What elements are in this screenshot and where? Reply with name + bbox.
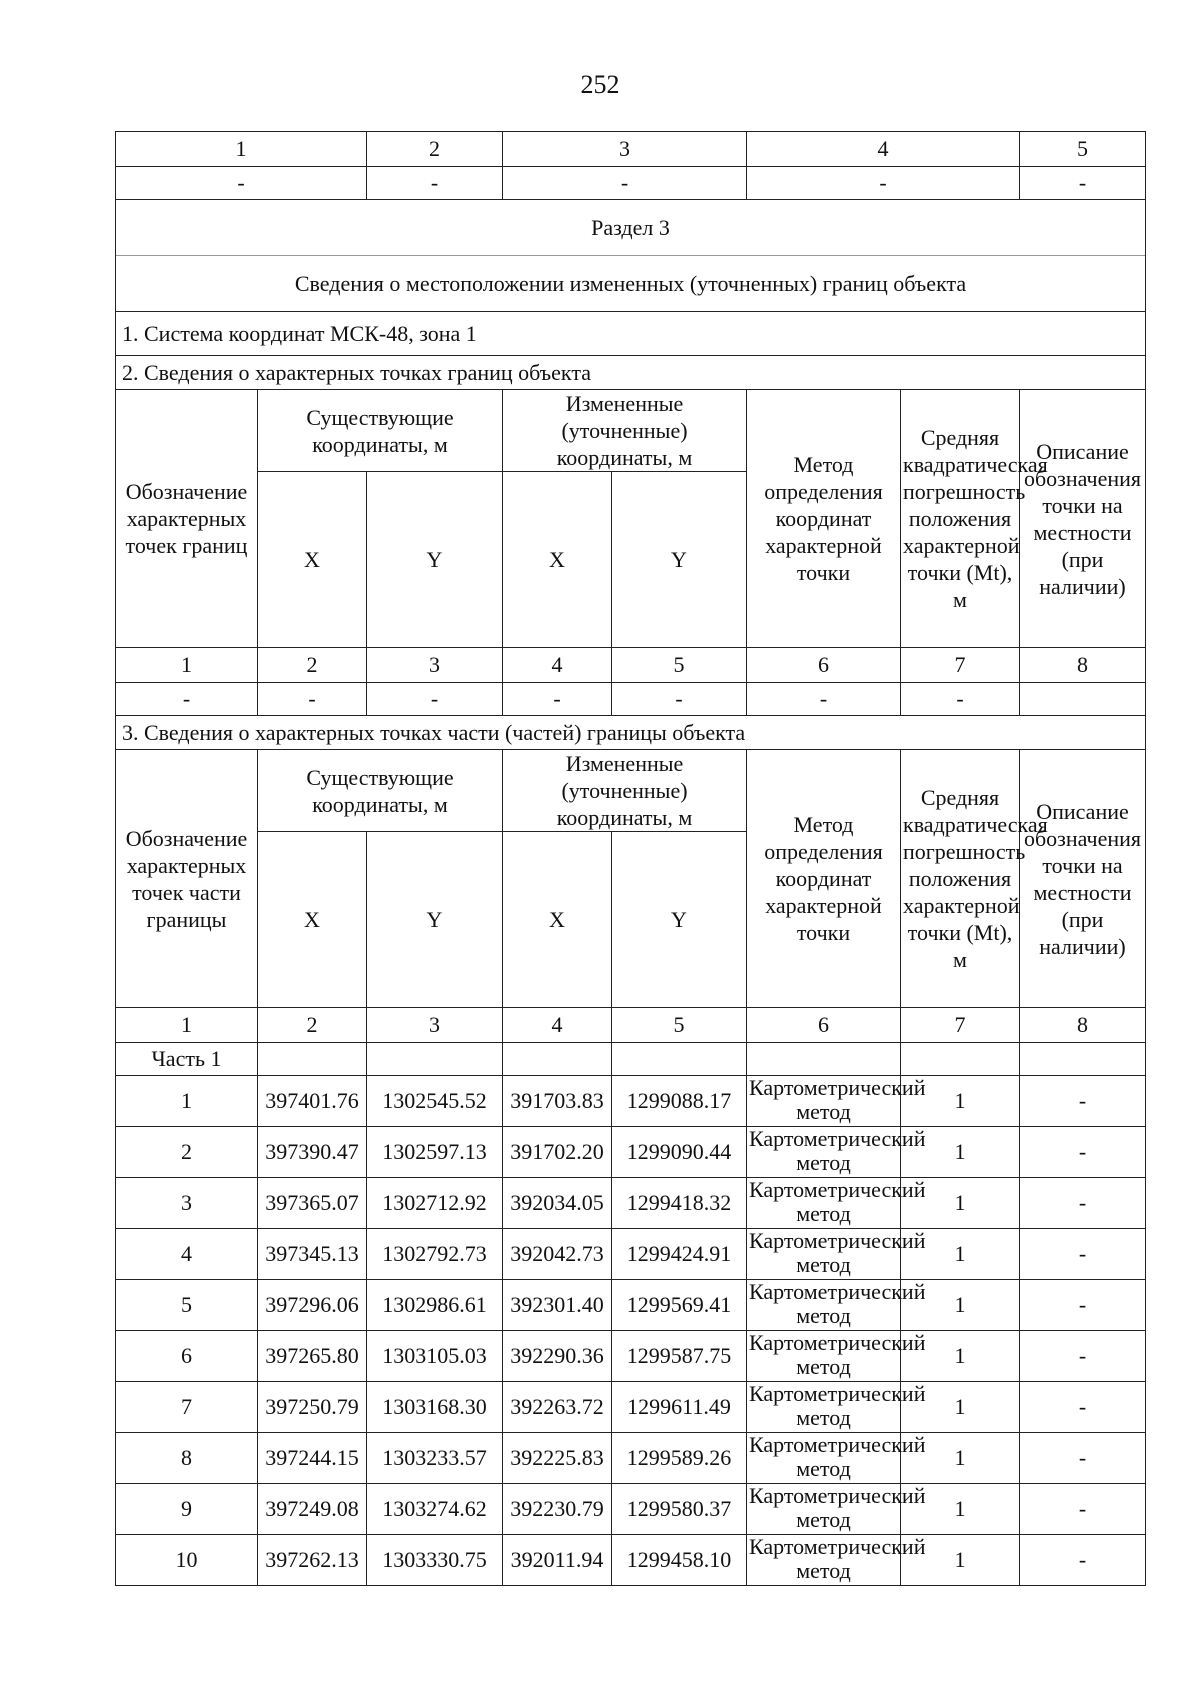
part2-existing-header: Существующие координаты, м xyxy=(258,390,503,472)
part3-point-label-header: Обозначение характерных точек части границы xyxy=(116,750,258,1008)
description-value: - xyxy=(1020,1280,1146,1331)
part2-point-label-header: Обозначение характерных точек границ xyxy=(116,390,258,648)
method-value: Картометрический метод xyxy=(747,1484,901,1535)
part3-heading: 3. Сведения о характерных точках части (частей) границы объекта xyxy=(116,716,1146,750)
part3-description-header: Описание обозначения точки на местности (при наличии) xyxy=(1020,750,1146,1008)
column-number: 2 xyxy=(258,648,367,683)
existing-y-value: 1302986.61 xyxy=(367,1280,503,1331)
existing-y-value: 1302597.13 xyxy=(367,1127,503,1178)
dash-cell: - xyxy=(612,683,747,716)
part3-number-row xyxy=(116,1008,1146,1043)
point-number: 4 xyxy=(116,1229,258,1280)
top-data-cell: - xyxy=(116,167,367,200)
table-row xyxy=(116,1433,1146,1484)
part2-error-header: Средняя квадратическая погрешность положения характерной точки (Mt), м xyxy=(901,390,1020,648)
dash-cell: - xyxy=(116,683,258,716)
part-label-row xyxy=(116,1043,1146,1076)
changed-y-value: 1299587.75 xyxy=(612,1331,747,1382)
error-value: 1 xyxy=(901,1076,1020,1127)
point-number: 9 xyxy=(116,1484,258,1535)
top-header-cell: 2 xyxy=(367,132,503,167)
table-row xyxy=(116,1076,1146,1127)
existing-x-value: 397265.80 xyxy=(258,1331,367,1382)
part2-number-row xyxy=(116,648,1146,683)
error-value: 1 xyxy=(901,1178,1020,1229)
existing-x-value: 397390.47 xyxy=(258,1127,367,1178)
changed-x-value: 392230.79 xyxy=(503,1484,612,1535)
part2-existing-x: X xyxy=(258,472,367,648)
part3-changed-y: Y xyxy=(612,832,747,1008)
method-value: Картометрический метод xyxy=(747,1433,901,1484)
description-value: - xyxy=(1020,1127,1146,1178)
changed-y-value: 1299589.26 xyxy=(612,1433,747,1484)
top-header-row xyxy=(116,132,1146,167)
column-number: 2 xyxy=(258,1008,367,1043)
error-value: 1 xyxy=(901,1331,1020,1382)
dash-cell: - xyxy=(747,683,901,716)
existing-y-value: 1303168.30 xyxy=(367,1382,503,1433)
column-number: 3 xyxy=(367,1008,503,1043)
column-number: 6 xyxy=(747,648,901,683)
point-number: 8 xyxy=(116,1433,258,1484)
changed-y-value: 1299090.44 xyxy=(612,1127,747,1178)
description-value: - xyxy=(1020,1331,1146,1382)
top-data-cell: - xyxy=(367,167,503,200)
dash-cell: - xyxy=(503,683,612,716)
column-number: 5 xyxy=(612,1008,747,1043)
part2-heading: 2. Сведения о характерных точках границ объекта xyxy=(116,356,1146,390)
section-title: Раздел 3 xyxy=(116,200,1146,256)
existing-y-value: 1303105.03 xyxy=(367,1331,503,1382)
changed-y-value: 1299611.49 xyxy=(612,1382,747,1433)
error-value: 1 xyxy=(901,1535,1020,1586)
table-row xyxy=(116,1178,1146,1229)
part3-existing-header: Существующие координаты, м xyxy=(258,750,503,832)
dash-cell: - xyxy=(367,683,503,716)
method-value: Картометрический метод xyxy=(747,1280,901,1331)
method-value: Картометрический метод xyxy=(747,1382,901,1433)
error-value: 1 xyxy=(901,1280,1020,1331)
dash-cell: - xyxy=(258,683,367,716)
part2-existing-y: Y xyxy=(367,472,503,648)
existing-y-value: 1303330.75 xyxy=(367,1535,503,1586)
existing-x-value: 397401.76 xyxy=(258,1076,367,1127)
method-value: Картометрический метод xyxy=(747,1331,901,1382)
table-row xyxy=(116,1382,1146,1433)
column-number: 6 xyxy=(747,1008,901,1043)
part2-description-header: Описание обозначения точки на местности (при наличии) xyxy=(1020,390,1146,648)
column-number: 8 xyxy=(1020,1008,1146,1043)
existing-x-value: 397262.13 xyxy=(258,1535,367,1586)
table-row xyxy=(116,1535,1146,1586)
boundary-table xyxy=(115,131,1146,1586)
part3-error-header: Средняя квадратическая погрешность положения характерной точки (Mt), м xyxy=(901,750,1020,1008)
dash-cell xyxy=(1020,683,1146,716)
part2-method-header: Метод определения координат характерной точки xyxy=(747,390,901,648)
top-data-cell: - xyxy=(1020,167,1146,200)
method-value: Картометрический метод xyxy=(747,1127,901,1178)
error-value: 1 xyxy=(901,1382,1020,1433)
column-number: 4 xyxy=(503,648,612,683)
part3-existing-y: Y xyxy=(367,832,503,1008)
changed-x-value: 392263.72 xyxy=(503,1382,612,1433)
part2-dash-row xyxy=(116,683,1146,716)
existing-x-value: 397345.13 xyxy=(258,1229,367,1280)
part3-existing-x: X xyxy=(258,832,367,1008)
description-value: - xyxy=(1020,1484,1146,1535)
top-header-cell: 4 xyxy=(747,132,1020,167)
dash-cell: - xyxy=(901,683,1020,716)
page-number: 252 xyxy=(580,70,620,99)
method-value: Картометрический метод xyxy=(747,1229,901,1280)
column-number: 7 xyxy=(901,648,1020,683)
top-header-cell: 3 xyxy=(503,132,747,167)
table-row xyxy=(116,1280,1146,1331)
point-rows xyxy=(116,1076,1146,1586)
error-value: 1 xyxy=(901,1433,1020,1484)
changed-x-value: 392225.83 xyxy=(503,1433,612,1484)
point-number: 1 xyxy=(116,1076,258,1127)
point-number: 6 xyxy=(116,1331,258,1382)
changed-x-value: 391703.83 xyxy=(503,1076,612,1127)
changed-x-value: 392290.36 xyxy=(503,1331,612,1382)
existing-y-value: 1302712.92 xyxy=(367,1178,503,1229)
description-value: - xyxy=(1020,1535,1146,1586)
column-number: 5 xyxy=(612,648,747,683)
existing-y-value: 1303233.57 xyxy=(367,1433,503,1484)
description-value: - xyxy=(1020,1076,1146,1127)
existing-x-value: 397296.06 xyxy=(258,1280,367,1331)
part2-changed-x: X xyxy=(503,472,612,648)
part3-changed-x: X xyxy=(503,832,612,1008)
point-number: 2 xyxy=(116,1127,258,1178)
changed-x-value: 392042.73 xyxy=(503,1229,612,1280)
part3-changed-header: Измененные (уточненные) координаты, м xyxy=(503,750,747,832)
table-row xyxy=(116,1484,1146,1535)
changed-x-value: 392034.05 xyxy=(503,1178,612,1229)
coordinate-system: 1. Система координат МСК-48, зона 1 xyxy=(116,312,1146,356)
existing-x-value: 397249.08 xyxy=(258,1484,367,1535)
existing-x-value: 397365.07 xyxy=(258,1178,367,1229)
column-number: 3 xyxy=(367,648,503,683)
error-value: 1 xyxy=(901,1127,1020,1178)
table-row xyxy=(116,1229,1146,1280)
column-number: 4 xyxy=(503,1008,612,1043)
description-value: - xyxy=(1020,1178,1146,1229)
point-number: 5 xyxy=(116,1280,258,1331)
existing-x-value: 397250.79 xyxy=(258,1382,367,1433)
changed-y-value: 1299580.37 xyxy=(612,1484,747,1535)
point-number: 10 xyxy=(116,1535,258,1586)
changed-x-value: 391702.20 xyxy=(503,1127,612,1178)
column-number: 7 xyxy=(901,1008,1020,1043)
changed-y-value: 1299088.17 xyxy=(612,1076,747,1127)
error-value: 1 xyxy=(901,1229,1020,1280)
changed-x-value: 392011.94 xyxy=(503,1535,612,1586)
table-row xyxy=(116,1127,1146,1178)
method-value: Картометрический метод xyxy=(747,1076,901,1127)
changed-y-value: 1299458.10 xyxy=(612,1535,747,1586)
section-subtitle: Сведения о местоположении измененных (уточненных) границ объекта xyxy=(116,256,1146,312)
top-data-row xyxy=(116,167,1146,200)
part3-method-header: Метод определения координат характерной точки xyxy=(747,750,901,1008)
description-value: - xyxy=(1020,1433,1146,1484)
changed-y-value: 1299418.32 xyxy=(612,1178,747,1229)
part-label: Часть 1 xyxy=(116,1043,258,1076)
changed-x-value: 392301.40 xyxy=(503,1280,612,1331)
existing-y-value: 1302545.52 xyxy=(367,1076,503,1127)
description-value: - xyxy=(1020,1229,1146,1280)
point-number: 3 xyxy=(116,1178,258,1229)
description-value: - xyxy=(1020,1382,1146,1433)
changed-y-value: 1299424.91 xyxy=(612,1229,747,1280)
top-data-cell: - xyxy=(747,167,1020,200)
column-number: 1 xyxy=(116,648,258,683)
top-header-cell: 5 xyxy=(1020,132,1146,167)
existing-y-value: 1303274.62 xyxy=(367,1484,503,1535)
existing-x-value: 397244.15 xyxy=(258,1433,367,1484)
top-data-cell: - xyxy=(503,167,747,200)
point-number: 7 xyxy=(116,1382,258,1433)
existing-y-value: 1302792.73 xyxy=(367,1229,503,1280)
part2-changed-header: Измененные (уточненные) координаты, м xyxy=(503,390,747,472)
table-row xyxy=(116,1331,1146,1382)
changed-y-value: 1299569.41 xyxy=(612,1280,747,1331)
column-number: 8 xyxy=(1020,648,1146,683)
column-number: 1 xyxy=(116,1008,258,1043)
part2-changed-y: Y xyxy=(612,472,747,648)
error-value: 1 xyxy=(901,1484,1020,1535)
method-value: Картометрический метод xyxy=(747,1178,901,1229)
top-header-cell: 1 xyxy=(116,132,367,167)
method-value: Картометрический метод xyxy=(747,1535,901,1586)
